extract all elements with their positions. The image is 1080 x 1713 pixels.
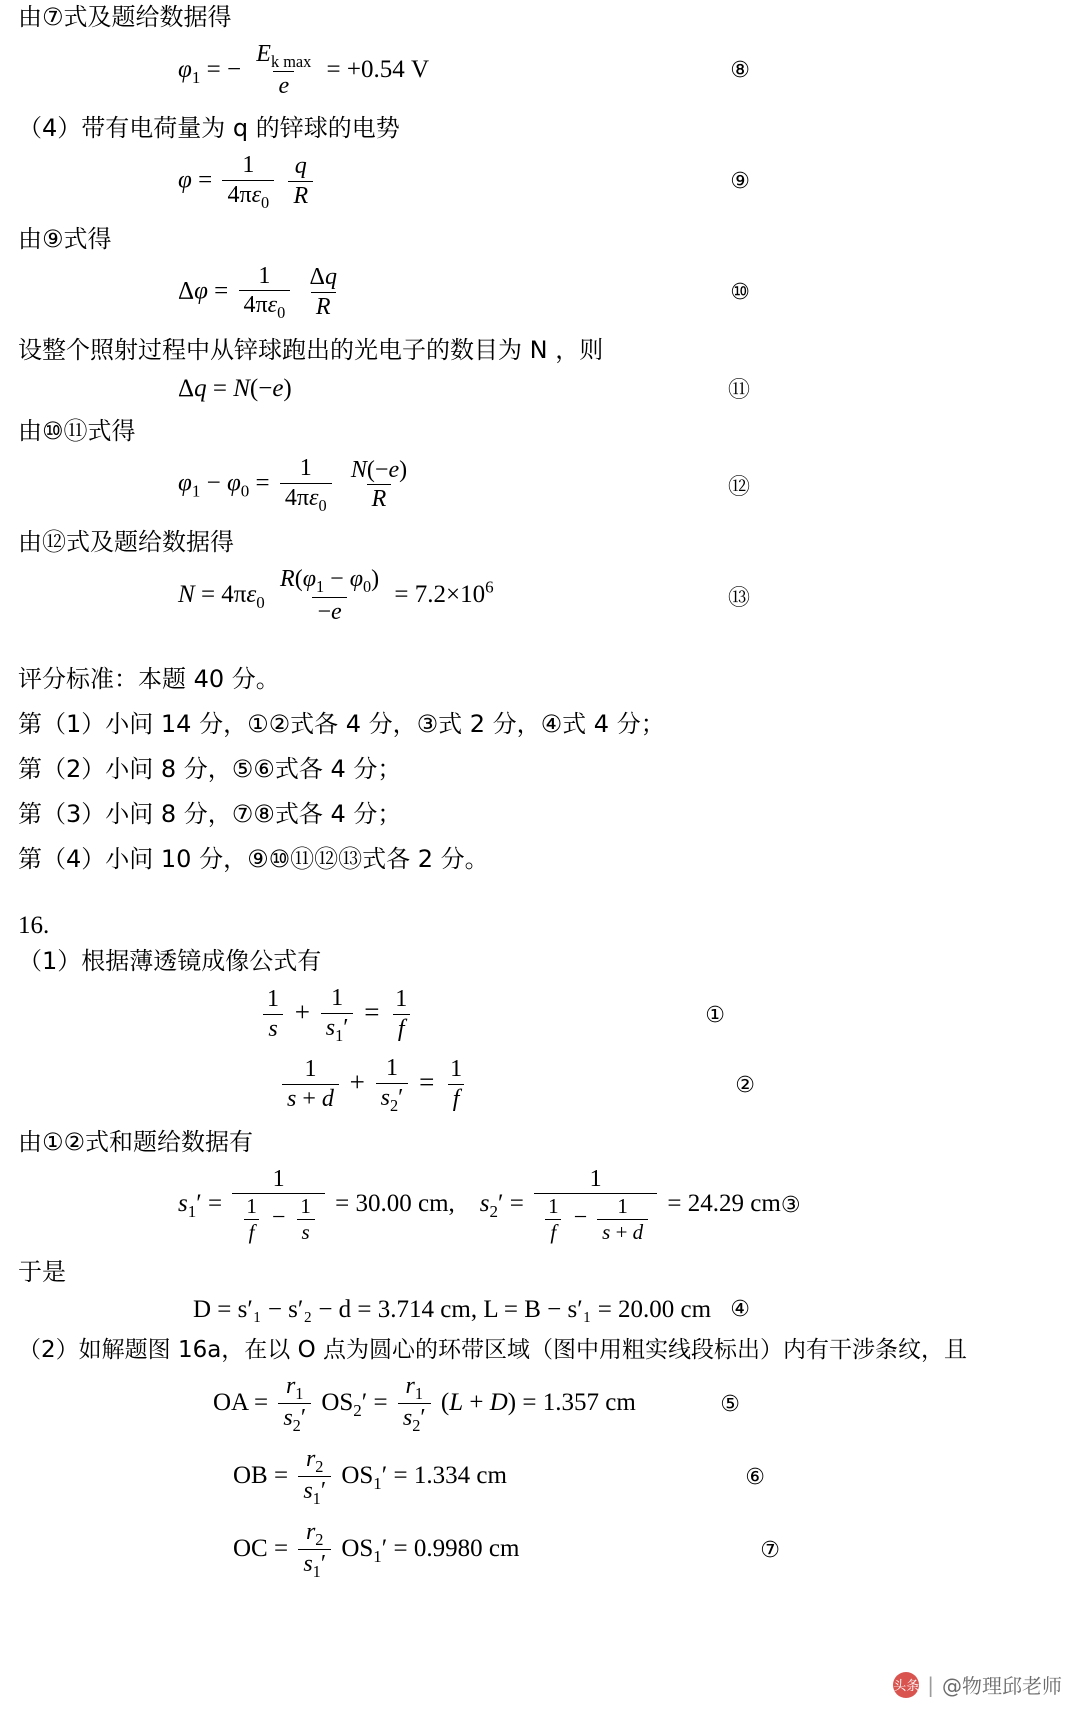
- text-line-derive-12: 由⑫式及题给数据得: [18, 528, 234, 557]
- scoring-criteria: [0, 662, 1080, 876]
- scoring-item-4: 第（4）小问 10 分，⑨⑩⑪⑫⑬式各 2 分。: [18, 844, 489, 873]
- equation-number-16-2: ②: [735, 1072, 755, 1098]
- equation-row-16-1: [0, 985, 1080, 1045]
- scoring-item-2: 第（2）小问 8 分，⑤⑥式各 4 分；: [18, 754, 402, 783]
- equation-16-5-body: OA = $\frac{r_1}{s_2'}$ $OS_2'$ = $\frac{r_1}{s_2'}$ (L + D) = 1.357 cm: [213, 1372, 636, 1436]
- equation-row-8: [0, 41, 1080, 101]
- equation-row-16-3: [0, 1166, 1080, 1245]
- equation-8-body: $\varphi_1$ = − $\frac{E_{k max}}{e}$ = +0.54 V: [178, 40, 430, 100]
- text-line-derive-16-1-2: 由①②式和题给数据有: [18, 1128, 254, 1157]
- equation-number-16-3: ③: [780, 1192, 801, 1218]
- scoring-item-3: 第（3）小问 8 分，⑦⑧式各 4 分；: [18, 799, 402, 828]
- equation-number-16-1: ①: [705, 1002, 725, 1028]
- equation-number-12: ⑫: [727, 474, 750, 500]
- equation-row-10: [0, 263, 1080, 323]
- equation-10-body: Δφ = $\frac{1}{4\pi\varepsilon_0}$ $\frac{\Delta q}{R}$: [178, 262, 337, 323]
- equation-row-12: [0, 455, 1080, 515]
- scoring-title: 评分标准：本题 40 分。: [18, 665, 280, 694]
- equation-row-16-4: [0, 1296, 1080, 1324]
- equation-16-2-body: $\frac{1}{s + d}$ + $\frac{1}{s_2'}$ = $\frac{1}{f}$: [278, 1055, 471, 1115]
- equation-row-11: [0, 373, 1080, 404]
- equation-16-1-body: $\frac{1}{s}$ + $\frac{1}{s_1'}$ = $\frac{1}{f}$: [258, 985, 416, 1045]
- equation-row-13: [0, 566, 1080, 626]
- eq3-value-2: 24.29 cm: [687, 1190, 781, 1217]
- equation-number-16-6: ⑥: [745, 1464, 765, 1490]
- scoring-item-1: 第（1）小问 14 分，①②式各 4 分，③式 2 分，④式 4 分；: [18, 710, 665, 739]
- equation-number-8: ⑧: [730, 58, 750, 84]
- eq3-value-1: 30.00 cm,: [355, 1190, 455, 1217]
- problem16-part2-text: （2）如解题图 16a，在以 O 点为圆心的环带区域（图中用粗实线段标出）内有干涉条纹，且: [18, 1336, 968, 1363]
- text-line-derive-7: 由⑦式及题给数据得: [18, 3, 232, 31]
- equation-number-16-4: ④: [730, 1297, 750, 1323]
- equation-row-16-6: [0, 1446, 1080, 1509]
- watermark-separator: |: [927, 1672, 934, 1697]
- watermark: [893, 1670, 1062, 1699]
- equation-row-9: [0, 152, 1080, 212]
- equation-number-10: ⑩: [730, 280, 750, 306]
- text-line-part4: （4）带有电荷量为 q 的锌球的电势: [18, 114, 400, 143]
- watermark-text: @物理邱老师: [942, 1674, 1062, 1698]
- equation-number-9: ⑨: [730, 169, 750, 195]
- equation-number-13: ⑬: [727, 585, 750, 611]
- equation-11-body: Δq = N(−e): [178, 374, 292, 402]
- equation-number-16-5: ⑤: [720, 1391, 740, 1417]
- text-line-derive-10-11: 由⑩⑪式得: [18, 417, 136, 446]
- problem-number-16: 16.: [18, 912, 50, 940]
- toutiao-logo-icon: 头条: [893, 1672, 919, 1698]
- spacer: [0, 636, 1080, 662]
- equation-row-16-2: [0, 1055, 1080, 1115]
- problem16-part1-text: （1）根据薄透镜成像公式有: [18, 947, 322, 976]
- equation-16-6-body: OB = $\frac{r_2}{s_1'}$ $OS_1' = 1.334$ cm: [233, 1445, 507, 1509]
- equation-row-16-5: [0, 1373, 1080, 1436]
- spacer-2: [0, 886, 1080, 912]
- equation-number-11: ⑪: [727, 378, 750, 404]
- equation-16-3-body: $s_1'$ = 1 $\frac{1}{f}$ − $\frac{1}{s}$ = 30.00 cm, $s_2'$ = 1 $\frac{1}{f}$ − $\frac{1}{s + d}$ = 24.29 cm: [178, 1165, 781, 1244]
- equation-9-body: φ = $\frac{1}{4\pi\varepsilon_0}$ $\frac{q}{R}$: [178, 152, 317, 212]
- equation-row-16-7: [0, 1519, 1080, 1582]
- eq6-value: 1.334 cm: [413, 1461, 507, 1489]
- equation-16-4-body: D = s′₁ − s′₂ − d = 3.714 cm, L = B − s′₁ = 20.00 cm: [193, 1295, 712, 1323]
- eq5-value: 1.357 cm: [542, 1389, 636, 1417]
- equation-number-16-7: ⑦: [760, 1537, 780, 1563]
- equation-13-body: $N = 4\pi\varepsilon_0$ $\frac{R(\varphi_1 - \varphi_0)}{-e}$ = $7.2\times 10^6$: [178, 565, 494, 625]
- equation-12-body: $\varphi_1 - \varphi_0$ = $\frac{1}{4\pi\varepsilon_0}$ $\frac{N(-e)}{R}$: [178, 455, 408, 515]
- text-line-derive-9: 由⑨式得: [18, 224, 112, 253]
- text-line-photoelectron-count: 设整个照射过程中从锌球跑出的光电子的数目为 N ，则: [18, 335, 604, 364]
- equation-16-7-body: OC = $\frac{r_2}{s_1'}$ $OS_1' = 0.9980$ cm: [233, 1518, 520, 1582]
- text-line-therefore: 于是: [18, 1257, 66, 1286]
- eq7-value: 0.9980 cm: [413, 1534, 520, 1562]
